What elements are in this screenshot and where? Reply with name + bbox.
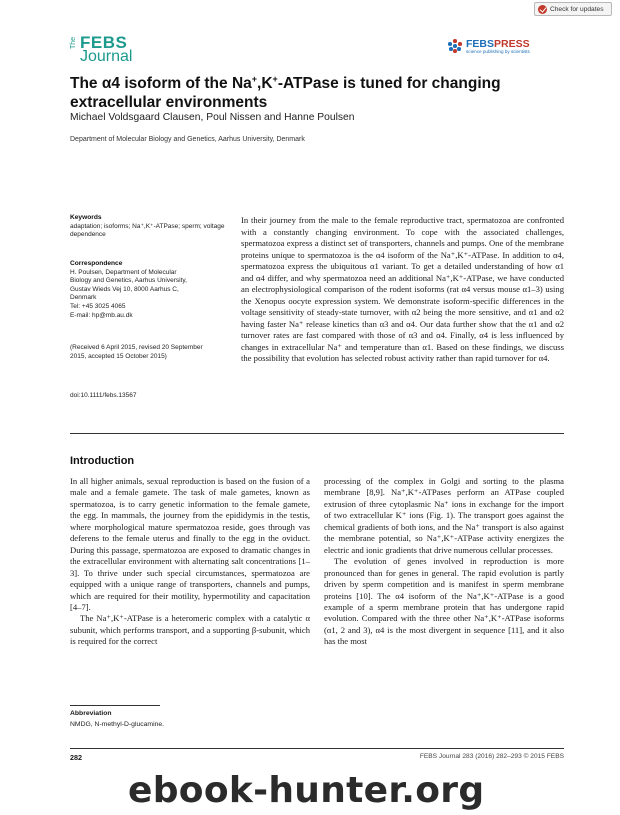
press-name: FEBSPRESS	[466, 38, 530, 50]
check-for-updates-button[interactable]	[534, 2, 612, 16]
correspondence-email[interactable]: E-mail: hp@mb.au.dk	[70, 311, 133, 319]
section-divider	[70, 433, 564, 434]
correspondence-heading: Correspondence	[70, 260, 123, 267]
correspondence-line: H. Poulsen, Department of Molecular	[70, 268, 177, 276]
logo-febs: FEBS	[80, 33, 128, 52]
left-column	[70, 476, 310, 648]
watermark: ebook-hunter.org	[128, 770, 485, 811]
correspondence-section	[70, 260, 230, 320]
authors: Michael Voldsgaard Clausen, Poul Nissen and Hanne Poulsen	[70, 112, 355, 123]
keywords-section	[70, 214, 230, 240]
affiliation: Department of Molecular Biology and Genetics, Aarhus University, Denmark	[70, 136, 305, 143]
check-for-updates-label: Check for updates	[550, 5, 604, 13]
correspondence-line: Biology and Genetics, Aarhus University,	[70, 277, 187, 285]
logo-journal: Journal	[80, 48, 133, 65]
paragraph: The evolution of genes involved in reproduction is more pronounced than for genes in general. The rapid evolution is partly driven by sperm competition and is manifest in sperm membrane proteins [10]. The α4 isoform of the Na⁺,K⁺-ATPase is a good example of a sperm membrane protein that has undergone rapid evolution. Compared with the three other Na⁺,K⁺-ATPase isoforms (α1, 2 and 3), α4 is the most divergent in sequence [11], and it also has the most	[324, 556, 564, 647]
check-icon	[538, 5, 547, 14]
correspondence-line: Gustav Wieds Vej 10, 8000 Aarhus C,	[70, 285, 179, 293]
keywords-text: adaptation; isoforms; Na⁺,K⁺-ATPase; sperm; voltage dependence	[70, 222, 225, 239]
article-title: The α4 isoform of the Na+,K+-ATPase is tuned for changing extracellular environments	[70, 74, 501, 111]
journal-citation: FEBS Journal 283 (2016) 282–293 © 2015 FEBS	[419, 753, 564, 760]
correspondence-line: Denmark	[70, 294, 97, 302]
received-dates: (Received 6 April 2015, revised 20 September 2015, accepted 15 October 2015)	[70, 344, 203, 360]
abstract: In their journey from the male to the female reproductive tract, spermatozoa are confronted with a constantly changing environment. To cope with the associated challenges, spermatozoa express a distinct set of transporters, channels and pumps. One of the membrane proteins unique to spermatozoa is the α4 isoform of the Na⁺,K⁺-ATPase. In addition to α4, spermatozoa express the ubiquitous α1 variant. To get a detailed understanding of how α1 and α4 differ, and why spermatozoa need an additional Na⁺,K⁺-ATPase, we have conducted an electrophysiological comparison of the rodent isoforms (rat α4 versus mouse α1–3) using the Xenopus oocyte expression system. We demonstrate isoform-specific differences in the voltage sensitivity of steady-state turnover, with α2 being the more sensitive, and α1 and α2 having faster Na⁺ release kinetics than α3 and α4. Our data further show that the α1 and α2 turnover rates are fast compared with those of α3 and α4. Finally, α4 is less influenced by changes in extracellular Na⁺ and temperature than α1. Based on these findings, we discuss the possibility that evolution has selected robust activity rather than rapid turnover for α4.	[241, 215, 564, 363]
keywords-heading: Keywords	[70, 214, 102, 221]
febs-press-logo	[448, 38, 530, 54]
abbreviation-text: NMDG, N-methyl-D-glucamine.	[70, 721, 165, 728]
page-number: 282	[70, 753, 82, 762]
press-tagline: science publishing by scientists	[466, 49, 530, 54]
paragraph: processing of the complex in Golgi and sorting to the plasma membrane [8,9]. Na⁺,K⁺-ATPases perform an ATPase coupled extrusion of three cytoplasmic Na⁺ ions in exchange for the import of two extracellular K⁺ ions (Fig. 1). The transport goes against the chemical gradients of both ions, and the Na⁺ transport is also against the membrane potential, so Na⁺,K⁺-ATPase activity energizes the electric and ionic gradients that drive numerous cellular processes.	[324, 476, 564, 555]
introduction-heading: Introduction	[70, 455, 135, 467]
footer-rule	[70, 748, 564, 749]
logo-the: The	[70, 36, 77, 49]
press-dots-icon	[448, 39, 462, 53]
footnote-rule	[70, 705, 160, 706]
doi[interactable]: doi:10.1111/febs.13567	[70, 392, 137, 399]
febs-journal-logo	[70, 33, 142, 67]
paragraph: The Na⁺,K⁺-ATPase is a heteromeric complex with a catalytic α subunit, which performs transport, and a supporting β-subunit, which is required for the correct	[70, 613, 310, 647]
right-column	[324, 476, 564, 648]
paragraph: In all higher animals, sexual reproduction is based on the fusion of a male and a female gamete. The task of male gametes, known as spermatozoa, is to carry genetic information to the female gamete, the egg. In mammals, the journey from the epididymis in the testis, where morphological mature spermatozoa reside, goes through vas deferens to the female uterus and finally to the egg in the oviduct. During this passage, spermatozoa are exposed to dramatic changes in the extracellular environment with alternating salt concentrations [1–3]. To thrive under such special circumstances, spermatozoa are equipped with a unique range of transporters, channels and pumps, which are required for their motility, hypermotility and capacitation [4–7].	[70, 476, 310, 612]
correspondence-line: Tel: +45 3025 4065	[70, 302, 126, 310]
abbreviation-heading: Abbreviation	[70, 710, 112, 717]
